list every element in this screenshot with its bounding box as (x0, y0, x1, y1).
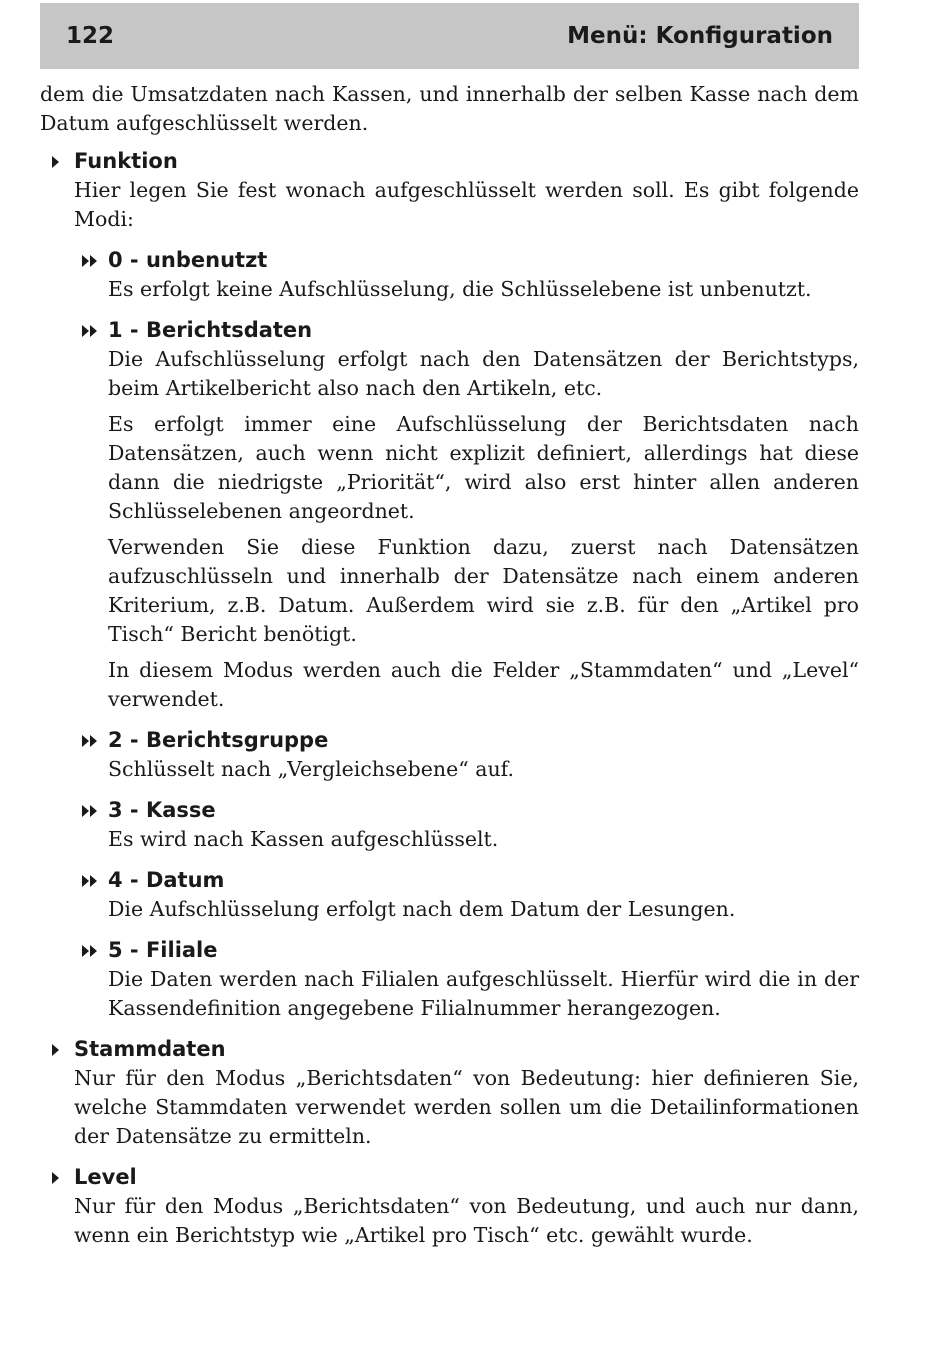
section-funktion (40, 147, 859, 234)
mode-heading: 2 - Berichtsgruppe (108, 728, 329, 752)
funktion-text: Hier legen Sie fest wonach aufgeschlüsselt werden soll. Es gibt folgende Modi: (74, 178, 859, 231)
mode-paragraph: In diesem Modus werden auch die Felder „Stammdaten“ und „Level“ verwendet. (108, 658, 859, 711)
mode-paragraph: Die Daten werden nach Filialen aufgeschlüsselt. Hierfür wird die in der Kassendefinition angegebene Filialnummer herangezogen. (108, 967, 859, 1020)
mode-paragraph: Es erfolgt keine Aufschlüsselung, die Schlüsselebene ist unbenutzt. (108, 277, 812, 301)
mode-paragraph: Die Aufschlüsselung erfolgt nach dem Datum der Lesungen. (108, 897, 736, 921)
page-header (40, 3, 859, 69)
mode-item (40, 246, 859, 304)
stammdaten-heading: Stammdaten (74, 1037, 226, 1061)
bullet-arrow-icon (52, 1035, 59, 1064)
mode-item (40, 936, 859, 1023)
funktion-heading: Funktion (74, 149, 178, 173)
intro-paragraph: dem die Umsatzdaten nach Kassen, und innerhalb der selben Kasse nach dem Datum aufgeschlüsselt werden. (40, 82, 859, 135)
mode-heading: 1 - Berichtsdaten (108, 318, 313, 342)
stammdaten-text: Nur für den Modus „Berichtsdaten“ von Bedeutung: hier definieren Sie, welche Stammdaten verwendet werden sollen um die Detailinformationen der Datensätze zu ermitteln. (74, 1066, 859, 1148)
mode-item (40, 866, 859, 924)
mode-heading: 3 - Kasse (108, 798, 216, 822)
mode-paragraph: Es erfolgt immer eine Aufschlüsselung der Berichtsdaten nach Datensätzen, auch wenn nicht explizit definiert, allerdings hat diese dann die niedrigste „Priorität“, wird also erst hinter allen anderen Schlüsselebenen angeordnet. (108, 412, 859, 523)
section-level (40, 1163, 859, 1250)
mode-heading: 4 - Datum (108, 868, 225, 892)
level-text: Nur für den Modus „Berichtsdaten“ von Bedeutung, und auch nur dann, wenn ein Berichtstyp wie „Artikel pro Tisch“ etc. gewählt wurde. (74, 1194, 859, 1247)
mode-heading: 5 - Filiale (108, 938, 218, 962)
section-title: Menü: Konfiguration (567, 23, 833, 49)
double-arrow-icon (82, 246, 97, 275)
mode-paragraph: Es wird nach Kassen aufgeschlüsselt. (108, 827, 499, 851)
mode-paragraph: Die Aufschlüsselung erfolgt nach den Datensätzen der Berichtstyps, beim Artikelbericht also nach den Artikeln, etc. (108, 347, 859, 400)
mode-item (40, 316, 859, 714)
bullet-arrow-icon (52, 147, 59, 176)
page-content (40, 80, 859, 1250)
section-stammdaten (40, 1035, 859, 1151)
double-arrow-icon (82, 726, 97, 755)
double-arrow-icon (82, 866, 97, 895)
mode-paragraph: Schlüsselt nach „Vergleichsebene“ auf. (108, 757, 515, 781)
mode-item (40, 726, 859, 784)
level-heading: Level (74, 1165, 137, 1189)
mode-paragraph: Verwenden Sie diese Funktion dazu, zuerst nach Datensätzen aufzuschlüsseln und innerhalb der Datensätze nach einem anderen Kriterium, z.B. Datum. Außerdem wird sie z.B. für den „Artikel pro Tisch“ Bericht benötigt. (108, 535, 859, 646)
bullet-arrow-icon (52, 1163, 59, 1192)
double-arrow-icon (82, 796, 97, 825)
mode-heading: 0 - unbenutzt (108, 248, 268, 272)
mode-item (40, 796, 859, 854)
page-number: 122 (66, 23, 115, 49)
double-arrow-icon (82, 936, 97, 965)
double-arrow-icon (82, 316, 97, 345)
